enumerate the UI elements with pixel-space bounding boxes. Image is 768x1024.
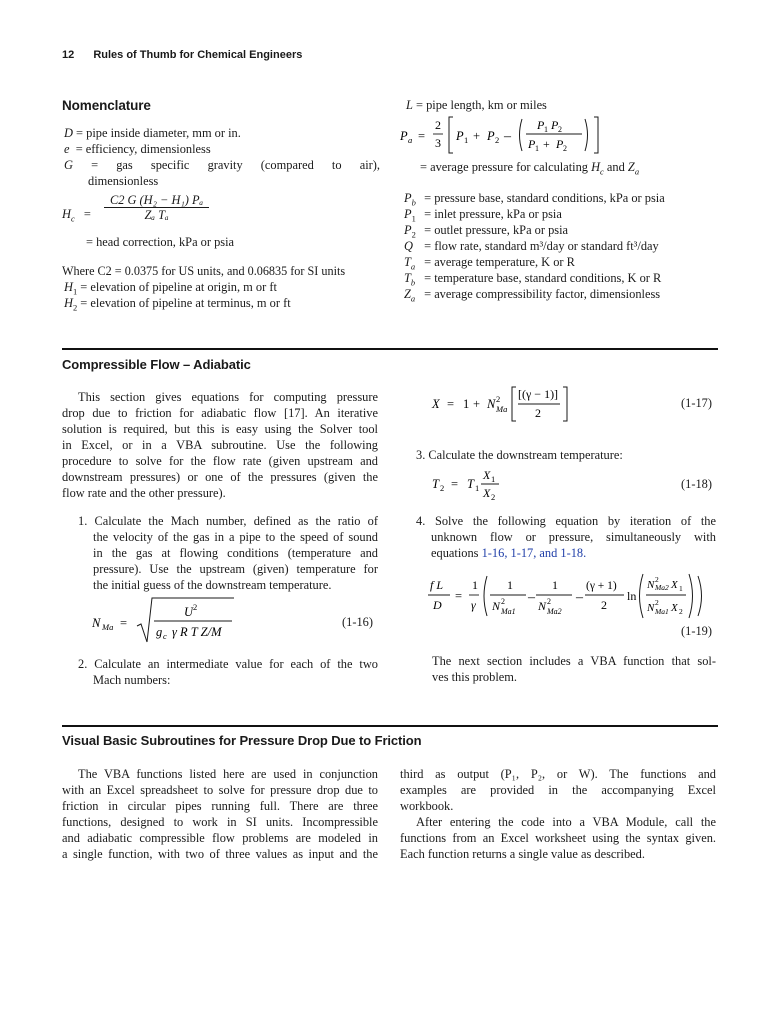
svg-text:N: N	[492, 599, 501, 613]
svg-text:a: a	[408, 135, 413, 145]
nom-p1: $P_1$ = inlet pressure, kPa or psia	[404, 207, 562, 224]
section-divider-1	[62, 348, 718, 350]
svg-text:2: 2	[495, 135, 500, 145]
eq-number-1-17: (1-17)	[681, 396, 712, 410]
where-c2: Where C2 = 0.0375 for US units, and 0.06835 for SI units	[62, 264, 346, 278]
svg-text:2: 2	[501, 597, 505, 606]
svg-text:N: N	[487, 397, 496, 411]
nom-e: e = efficiency, dimensionless	[64, 142, 211, 156]
step-3: 3. Calculate the downstream temperature:	[416, 448, 623, 462]
eq-number-1-19: (1-19)	[681, 624, 712, 638]
svg-text:–: –	[504, 129, 511, 144]
svg-text:+: +	[473, 397, 481, 411]
svg-text:2: 2	[655, 598, 659, 607]
svg-text:Ma: Ma	[496, 404, 508, 414]
svg-text:γ R T Z/M: γ R T Z/M	[172, 625, 222, 639]
svg-text:N: N	[538, 599, 547, 613]
nom-h2: $H_2$ = elevation of pipeline at terminus, m or ft	[64, 296, 291, 313]
svg-text:Ma1: Ma1	[655, 607, 669, 616]
svg-text:X: X	[483, 486, 491, 500]
svg-text:3: 3	[435, 136, 441, 150]
svg-text:g: g	[156, 625, 163, 639]
svg-text:N: N	[647, 602, 655, 614]
svg-text:+: +	[543, 137, 550, 151]
nom-h1: $H_1$ = elevation of pipeline at origin, m or ft	[64, 280, 277, 297]
equation-1-18	[430, 466, 520, 502]
svg-text:1: 1	[464, 135, 469, 145]
svg-text:γ: γ	[471, 598, 476, 612]
equation-1-17	[430, 385, 580, 425]
section-divider-2	[62, 725, 718, 727]
svg-text:1: 1	[507, 578, 513, 592]
svg-text:2: 2	[679, 607, 683, 616]
svg-text:1: 1	[472, 578, 478, 592]
svg-text:T: T	[432, 477, 439, 491]
hc-numerator: C2 G (H₂ − H₁) Pₐ	[104, 193, 209, 208]
vba-paragraph-left: The VBA functions listed here are used in conjunction with an Excel spreadsheet to solve for pressure drop due to friction in circular pipes running full. There are three functions, designed to work in SI units. Incompressible and adiabatic compressible flow problems are modeled in a single function, with two of three values as input and the	[62, 767, 378, 861]
svg-text:2: 2	[535, 406, 541, 420]
svg-text:2: 2	[440, 483, 445, 493]
svg-text:2: 2	[435, 118, 441, 132]
eq-number-1-18: (1-18)	[681, 477, 712, 491]
svg-text:N: N	[92, 616, 101, 630]
svg-text:1: 1	[491, 474, 496, 484]
nom-p2: $P_2$ = outlet pressure, kPa or psia	[404, 223, 569, 240]
svg-text:2: 2	[655, 575, 659, 584]
svg-text:2: 2	[496, 394, 501, 404]
nom-za: $Z_a$ = average compressibility factor, dimensionless	[404, 287, 661, 304]
equation-1-16	[92, 596, 252, 644]
equation-1-19	[428, 570, 720, 622]
svg-text:2: 2	[558, 125, 562, 134]
svg-text:=: =	[418, 129, 426, 143]
svg-text:1: 1	[552, 578, 558, 592]
page-header	[62, 49, 302, 61]
hc-formula: $H_c$ = $\frac{\text{C2 G (H₂ − H₁) Pₐ}}{\text{Zₐ Tₐ}}$	[62, 193, 209, 222]
step-1: 1. Calculate the Mach number, defined as the ratio of the velocity of the gas in a pipe to the speed of sound in the gas at flowing conditions (temperature and pressure). Use the upstream (given) temperature for the initial guess of the downstream temperature.	[78, 514, 378, 592]
svg-text:=: =	[120, 616, 128, 630]
svg-text:(γ + 1): (γ + 1)	[586, 580, 617, 592]
svg-text:1: 1	[535, 144, 539, 153]
svg-text:1: 1	[475, 483, 480, 493]
svg-text:–: –	[528, 590, 535, 605]
svg-text:X: X	[483, 468, 491, 482]
nom-tb: $T_b$ = temperature base, standard conditions, K or R	[404, 271, 662, 288]
nom-ta: $T_a$ = average temperature, K or R	[404, 255, 575, 272]
vba-paragraph-right: third as output (P₁, P₂, or W). The functions and examples are provided in the accompanying Excel workbook. After entering the code into a VBA Module, call the functions from an Excel worksheet using the syntax given. Each function returns a single value as described.	[400, 767, 716, 861]
svg-text:2: 2	[601, 598, 607, 612]
nomenclature-right	[404, 190, 722, 302]
hc-desc: = head correction, kPa or psia	[86, 235, 235, 249]
nom-g-2: dimensionless	[88, 174, 159, 188]
svg-text:D: D	[433, 598, 442, 612]
nomenclature-heading: Nomenclature	[62, 98, 151, 113]
svg-text:T: T	[467, 477, 474, 491]
pa-desc: = average pressure for calculating $H_c$ and $Z_a$	[420, 160, 640, 177]
nom-d: D = pipe inside diameter, mm or in.	[64, 126, 241, 140]
svg-text:=: =	[451, 477, 459, 491]
svg-text:–: –	[576, 590, 583, 605]
page-number: 12	[62, 49, 75, 61]
svg-text:Ma: Ma	[102, 622, 114, 632]
step-2: 2. Calculate an intermediate value for each of the two Mach numbers:	[78, 657, 378, 687]
svg-text:+: +	[473, 129, 481, 143]
next-section-note: The next section includes a VBA function that sol- ves this problem.	[432, 654, 716, 684]
nomenclature-left-2	[62, 263, 382, 311]
svg-text:2: 2	[491, 492, 496, 502]
svg-text:2: 2	[547, 597, 551, 606]
svg-text:2: 2	[193, 602, 198, 612]
svg-text:Ma2: Ma2	[547, 607, 562, 616]
svg-text:1: 1	[463, 397, 470, 411]
svg-text:Ma1: Ma1	[501, 607, 516, 616]
svg-text:1: 1	[544, 125, 548, 134]
svg-text:X: X	[432, 397, 440, 411]
svg-text:2: 2	[563, 144, 567, 153]
svg-text:P: P	[400, 129, 408, 143]
section-heading-adiabatic: Compressible Flow – Adiabatic	[62, 357, 251, 372]
svg-text:=: =	[455, 589, 463, 603]
nomenclature-left	[64, 125, 380, 189]
eq-number-1-16: (1-16)	[342, 615, 373, 629]
svg-text:Ma2: Ma2	[655, 583, 669, 592]
equation-references[interactable]: 1-16, 1-17, and 1-18.	[481, 546, 587, 560]
svg-text:f L: f L	[430, 578, 444, 592]
svg-text:P: P	[556, 137, 564, 151]
section-heading-vba: Visual Basic Subroutines for Pressure Drop Due to Friction	[62, 733, 422, 748]
svg-text:P: P	[528, 137, 536, 151]
svg-text:=: =	[447, 397, 455, 411]
intro-paragraph: This section gives equations for computing pressure drop due to friction for adiabatic flow [17]. An iterative solution is required, but this is easy using the Solver tool in Excel, or in a VBA subroutine. Use the following procedure to solve for the flow rate (given upstream and downstream pressures) or one of the pressures (given the flow rate and the other pressure).	[62, 390, 378, 500]
svg-text:P: P	[456, 129, 464, 143]
svg-text:P: P	[487, 129, 495, 143]
pa-formula	[398, 113, 638, 157]
hc-denominator: Zₐ Tₐ	[144, 208, 169, 222]
svg-text:P: P	[551, 118, 559, 132]
nom-l: L = pipe length, km or miles	[406, 98, 547, 112]
svg-text:U: U	[184, 605, 194, 619]
svg-text:1: 1	[679, 584, 683, 593]
step-4: 4. Solve the following equation by iteration of the unknown flow or pressure, simultaneously with equations 1-16, 1-17, and 1-18.	[416, 514, 716, 560]
running-title: Rules of Thumb for Chemical Engineers	[93, 49, 303, 61]
svg-text:X: X	[671, 602, 678, 614]
svg-text:ln: ln	[627, 589, 637, 603]
nom-g: G = gas specific gravity (compared to air),	[64, 158, 380, 172]
nom-q: Q = flow rate, standard m³/day or standard ft³/day	[404, 239, 659, 253]
svg-text:c: c	[163, 631, 167, 641]
nom-pb: $P_b$ = pressure base, standard conditions, kPa or psia	[404, 191, 665, 208]
svg-text:N: N	[647, 579, 655, 591]
svg-text:P: P	[537, 118, 545, 132]
svg-text:[(γ − 1)]: [(γ − 1)]	[518, 387, 559, 401]
svg-text:X: X	[671, 579, 678, 591]
